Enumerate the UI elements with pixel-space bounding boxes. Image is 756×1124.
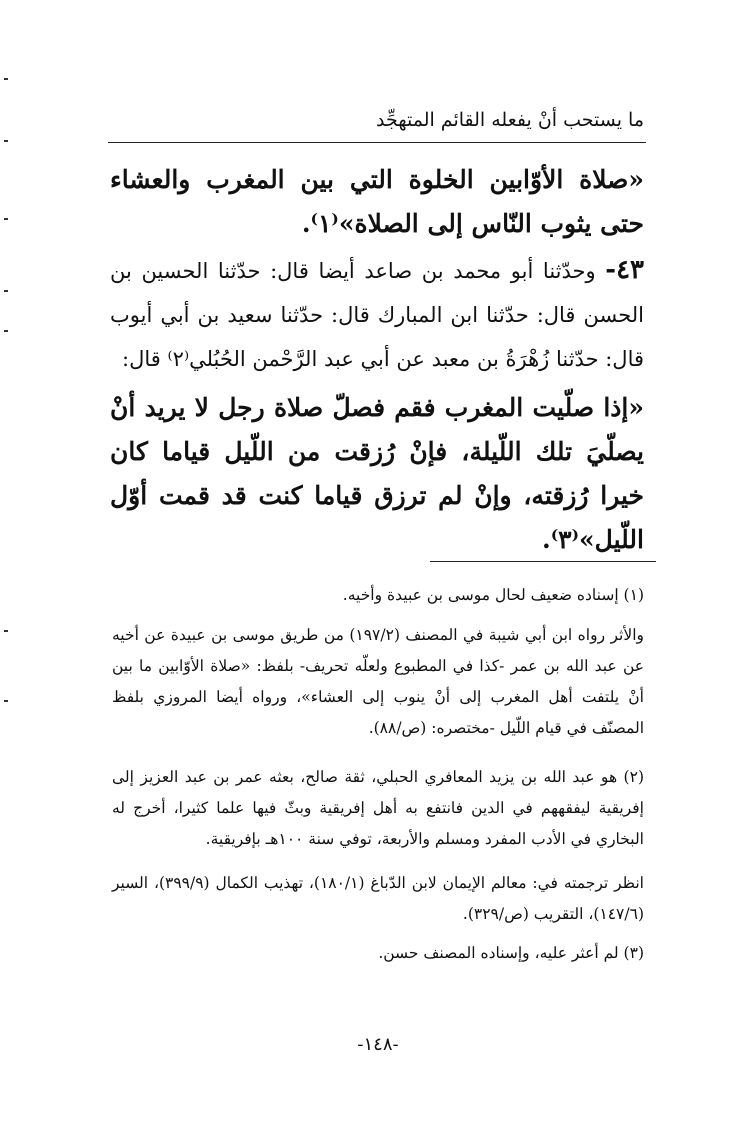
footnote-1-detail: والأثر رواه ابن أبي شيبة في المصنف (١٩٧/٢) من طريق موسى بن عبيدة عن أخيه عن عبد الله بن عمر -كذا في المطبوع ولعلّه تحريف- بلفظ: «صلاة الأوّابين ما بين أنْ يلتفت أهل المغرب إلى أنْ ينوب إلى العشاء»، ورواه أيضا المروزي بلفظ المصنّف في قيام اللّيل -مختصره: (ص/٨٨).: [112, 626, 644, 737]
hadith-number: ٤٣-: [605, 255, 645, 285]
scan-edge-mark: [4, 218, 8, 220]
scan-edge-mark: [4, 700, 8, 702]
quoted-hadith-paragraph: «إذا صلّيت المغرب فقم فصلّ صلاة رجل لا يريد أنْ يصلّيَ تلك اللّيلة، فإنْ رُزقت من اللّيل قياما كان خيرا رُزقته، وإنْ لم ترزق قياما كنت قد قمت أوّل اللّيل»⁽٣⁾.: [110, 393, 644, 554]
hadith-chain-text: وحدّثنا أبو محمد بن صاعد أيضا قال: حدّثنا الحسين بن الحسن قال: حدّثنا ابن المبارك قال: حدّثنا سعيد بن أبي أيوب قال: حدّثنا زُهْرَةُ بن معبد عن أبي عبد الرَّحْمن الحُبُلي⁽٢⁾ قال:: [110, 259, 644, 371]
scan-edge-mark: [4, 290, 8, 292]
footnote-3: (٣) لم أعثر عليه، وإسناده المصنف حسن.: [378, 944, 644, 962]
scan-edge-mark: [4, 140, 8, 142]
scan-edge-mark: [4, 78, 8, 80]
hadith-43-paragraph: [110, 248, 644, 381]
footnote-1: (١) إسناده ضعيف لحال موسى بن عبيدة وأخيه.: [342, 586, 644, 604]
footnote-separator: [430, 561, 656, 562]
quoted-text-paragraph: «صلاة الأوّابين الخلوة التي بين المغرب والعشاء حتى يثوب النّاس إلى الصلاة»⁽١⁾.: [110, 165, 644, 238]
footnote-2-detail: انظر ترجمته في: معالم الإيمان لابن الدّباغ (١٨٠/١)، تهذيب الكمال (٣٩٩/٩)، السير (١٤٧/٦)، التقريب (ص/٣٢٩).: [112, 874, 644, 923]
scan-edge-mark: [4, 630, 8, 632]
header-rule: [108, 142, 646, 143]
page-number: -١٤٨-: [357, 1034, 399, 1055]
footnote-2: (٢) هو عبد الله بن يزيد المعافري الحبلي، ثقة صالح، بعثه عمر بن عبد العزيز إلى إفريقية ليفقههم في الدين فانتفع به أهل إفريقية وبثّ فيها علما كثيرا، أخرج له البخاري في الأدب المفرد ومسلم والأربعة، توفي سنة ١٠٠هـ بإفريقية.: [112, 768, 644, 848]
running-header: ما يستحب أنْ يفعله القائم المتهجِّد: [375, 109, 644, 131]
scan-edge-mark: [4, 330, 8, 332]
